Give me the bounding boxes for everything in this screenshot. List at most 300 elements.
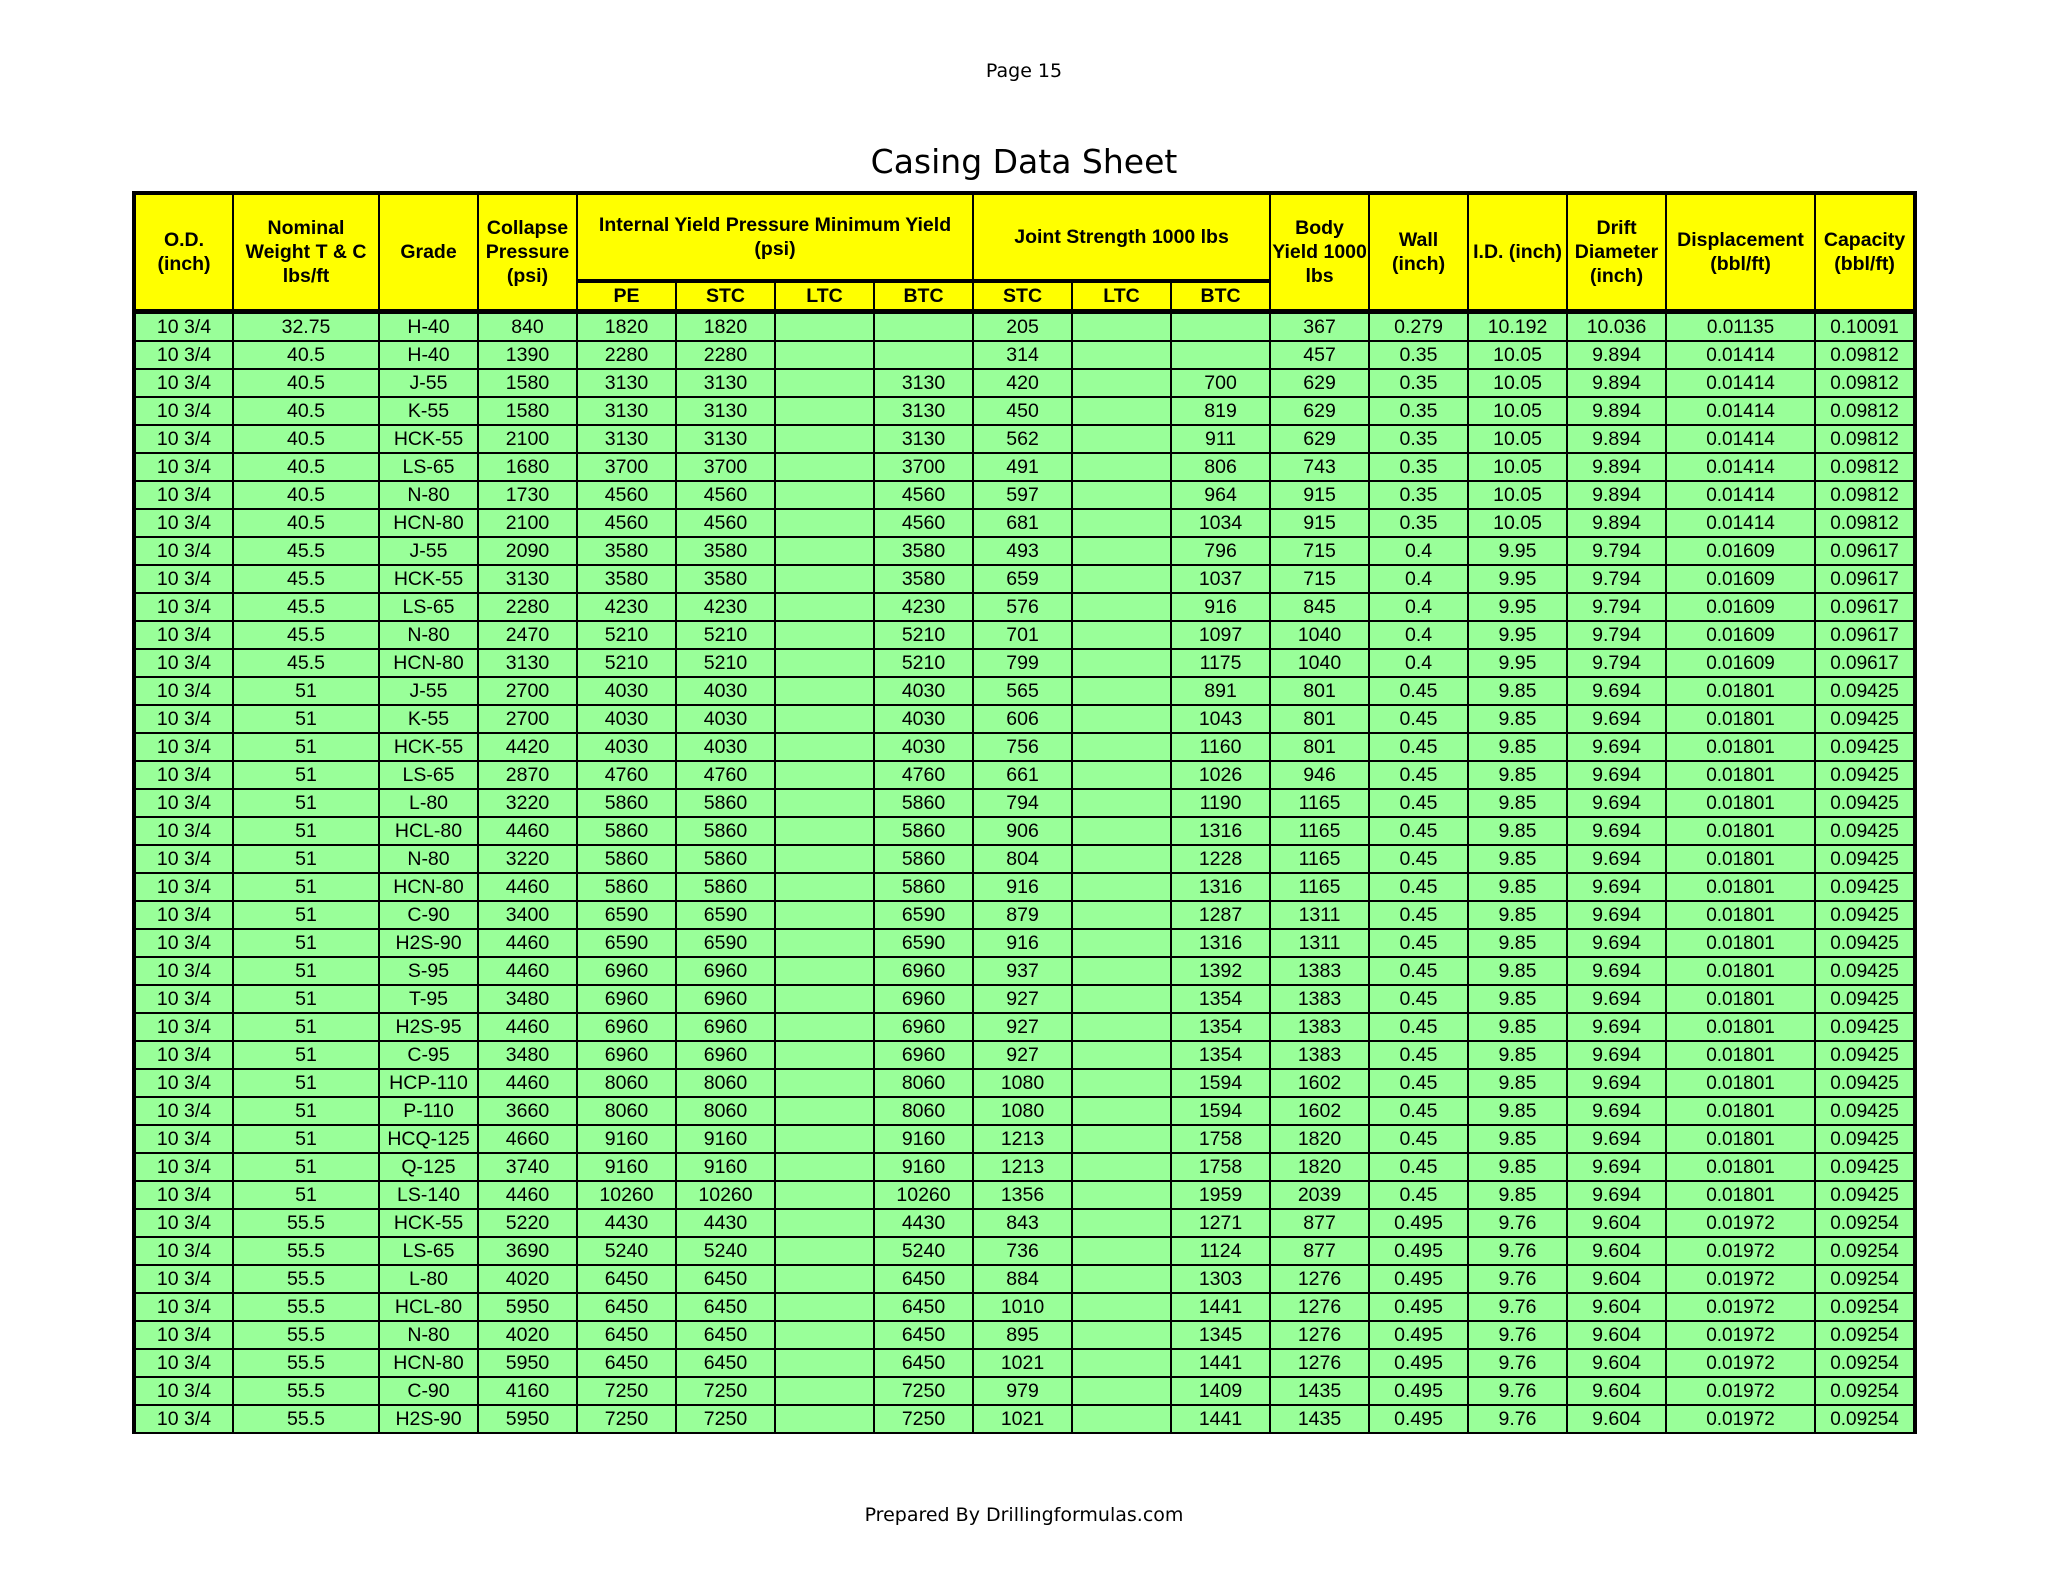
cell-displacement: 0.01972 (1666, 1265, 1815, 1293)
cell-collapse: 1580 (478, 369, 577, 397)
cell-iy-ltc (775, 1321, 874, 1349)
cell-nominal-weight: 45.5 (233, 649, 379, 677)
cell-js-btc: 1303 (1171, 1265, 1270, 1293)
cell-od: 10 3/4 (134, 1181, 233, 1209)
cell-js-stc: 493 (973, 537, 1072, 565)
cell-iy-stc: 5860 (676, 817, 775, 845)
table-row (134, 1237, 1915, 1265)
cell-iy-stc: 3580 (676, 537, 775, 565)
cell-body-yield: 1820 (1270, 1153, 1369, 1181)
cell-iy-pe: 3130 (577, 369, 676, 397)
table-row (134, 957, 1915, 985)
cell-displacement: 0.01801 (1666, 677, 1815, 705)
cell-id: 9.95 (1468, 593, 1567, 621)
cell-js-stc: 756 (973, 733, 1072, 761)
cell-drift: 9.894 (1567, 369, 1666, 397)
cell-iy-ltc (775, 1153, 874, 1181)
cell-js-stc: 661 (973, 761, 1072, 789)
cell-grade: J-55 (379, 537, 478, 565)
cell-displacement: 0.01414 (1666, 397, 1815, 425)
cell-js-btc: 1034 (1171, 509, 1270, 537)
cell-iy-ltc (775, 1125, 874, 1153)
cell-wall: 0.35 (1369, 369, 1468, 397)
cell-wall: 0.279 (1369, 312, 1468, 342)
cell-iy-btc: 4560 (874, 481, 973, 509)
cell-iy-btc: 9160 (874, 1153, 973, 1181)
cell-grade: LS-65 (379, 761, 478, 789)
cell-drift: 9.694 (1567, 817, 1666, 845)
cell-collapse: 4460 (478, 1013, 577, 1041)
cell-wall: 0.495 (1369, 1405, 1468, 1433)
cell-nominal-weight: 51 (233, 1097, 379, 1125)
cell-drift: 9.694 (1567, 733, 1666, 761)
cell-displacement: 0.01414 (1666, 341, 1815, 369)
cell-body-yield: 715 (1270, 565, 1369, 593)
cell-nominal-weight: 51 (233, 817, 379, 845)
cell-collapse: 4460 (478, 929, 577, 957)
cell-iy-stc: 4560 (676, 509, 775, 537)
cell-id: 9.76 (1468, 1209, 1567, 1237)
cell-displacement: 0.01801 (1666, 817, 1815, 845)
cell-capacity: 0.09425 (1815, 929, 1915, 957)
cell-displacement: 0.01414 (1666, 453, 1815, 481)
table-row (134, 1041, 1915, 1069)
cell-collapse: 3480 (478, 985, 577, 1013)
cell-wall: 0.495 (1369, 1321, 1468, 1349)
cell-js-ltc (1072, 1265, 1171, 1293)
cell-js-ltc (1072, 537, 1171, 565)
cell-iy-stc: 6450 (676, 1265, 775, 1293)
cell-collapse: 4160 (478, 1377, 577, 1405)
cell-js-ltc (1072, 1321, 1171, 1349)
cell-id: 9.76 (1468, 1265, 1567, 1293)
table-body (134, 312, 1915, 1434)
cell-iy-ltc (775, 1013, 874, 1041)
cell-displacement: 0.01801 (1666, 705, 1815, 733)
cell-iy-stc: 7250 (676, 1377, 775, 1405)
cell-wall: 0.45 (1369, 733, 1468, 761)
cell-drift: 9.694 (1567, 985, 1666, 1013)
cell-iy-ltc (775, 985, 874, 1013)
cell-iy-pe: 6960 (577, 985, 676, 1013)
cell-js-btc: 1409 (1171, 1377, 1270, 1405)
cell-drift: 9.694 (1567, 677, 1666, 705)
cell-body-yield: 946 (1270, 761, 1369, 789)
table-row (134, 453, 1915, 481)
cell-iy-btc: 9160 (874, 1125, 973, 1153)
cell-od: 10 3/4 (134, 425, 233, 453)
cell-js-ltc (1072, 957, 1171, 985)
page-title: Casing Data Sheet (870, 142, 1178, 181)
cell-body-yield: 715 (1270, 537, 1369, 565)
table-row (134, 425, 1915, 453)
table-row (134, 1153, 1915, 1181)
cell-nominal-weight: 40.5 (233, 397, 379, 425)
cell-nominal-weight: 55.5 (233, 1405, 379, 1433)
cell-displacement: 0.01609 (1666, 593, 1815, 621)
cell-iy-btc: 6450 (874, 1349, 973, 1377)
cell-wall: 0.4 (1369, 649, 1468, 677)
cell-wall: 0.495 (1369, 1377, 1468, 1405)
cell-js-btc: 1594 (1171, 1069, 1270, 1097)
cell-iy-stc: 6450 (676, 1349, 775, 1377)
cell-capacity: 0.09425 (1815, 957, 1915, 985)
cell-capacity: 0.09812 (1815, 509, 1915, 537)
cell-iy-ltc (775, 1041, 874, 1069)
cell-iy-stc: 3700 (676, 453, 775, 481)
cell-iy-btc: 6960 (874, 1041, 973, 1069)
cell-id: 9.85 (1468, 705, 1567, 733)
table-row (134, 1013, 1915, 1041)
cell-drift: 9.894 (1567, 341, 1666, 369)
cell-capacity: 0.09425 (1815, 901, 1915, 929)
cell-wall: 0.45 (1369, 1097, 1468, 1125)
cell-od: 10 3/4 (134, 845, 233, 873)
table-row (134, 1377, 1915, 1405)
cell-displacement: 0.01801 (1666, 1125, 1815, 1153)
cell-wall: 0.35 (1369, 453, 1468, 481)
cell-grade: H2S-90 (379, 1405, 478, 1433)
cell-js-stc: 659 (973, 565, 1072, 593)
cell-js-stc: 681 (973, 509, 1072, 537)
table-row (134, 537, 1915, 565)
cell-wall: 0.45 (1369, 929, 1468, 957)
cell-capacity: 0.09425 (1815, 1013, 1915, 1041)
cell-nominal-weight: 45.5 (233, 621, 379, 649)
cell-body-yield: 1165 (1270, 845, 1369, 873)
cell-iy-btc: 6590 (874, 929, 973, 957)
cell-iy-pe: 4030 (577, 677, 676, 705)
cell-od: 10 3/4 (134, 649, 233, 677)
cell-js-stc: 916 (973, 873, 1072, 901)
table-row (134, 565, 1915, 593)
cell-body-yield: 1383 (1270, 1013, 1369, 1041)
cell-js-btc (1171, 312, 1270, 342)
cell-js-btc: 1175 (1171, 649, 1270, 677)
cell-displacement: 0.01801 (1666, 733, 1815, 761)
cell-body-yield: 1311 (1270, 929, 1369, 957)
cell-grade: HCN-80 (379, 649, 478, 677)
cell-iy-ltc (775, 341, 874, 369)
cell-nominal-weight: 51 (233, 929, 379, 957)
cell-grade: J-55 (379, 677, 478, 705)
cell-od: 10 3/4 (134, 1321, 233, 1349)
cell-drift: 9.604 (1567, 1349, 1666, 1377)
cell-js-btc: 819 (1171, 397, 1270, 425)
cell-displacement: 0.01972 (1666, 1349, 1815, 1377)
cell-displacement: 0.01609 (1666, 621, 1815, 649)
cell-js-stc: 205 (973, 312, 1072, 342)
cell-wall: 0.4 (1369, 537, 1468, 565)
cell-collapse: 4020 (478, 1321, 577, 1349)
cell-js-btc: 1043 (1171, 705, 1270, 733)
header-js-ltc: LTC (1072, 281, 1171, 312)
cell-iy-btc: 6450 (874, 1265, 973, 1293)
cell-js-btc: 1758 (1171, 1153, 1270, 1181)
cell-js-stc: 1010 (973, 1293, 1072, 1321)
cell-iy-stc: 5210 (676, 649, 775, 677)
cell-grade: HCN-80 (379, 509, 478, 537)
cell-js-btc: 1287 (1171, 901, 1270, 929)
header-displacement: Displacement (bbl/ft) (1666, 193, 1815, 312)
cell-iy-ltc (775, 733, 874, 761)
cell-capacity: 0.09812 (1815, 369, 1915, 397)
cell-collapse: 2090 (478, 537, 577, 565)
cell-iy-btc: 7250 (874, 1377, 973, 1405)
cell-capacity: 0.09254 (1815, 1209, 1915, 1237)
cell-iy-btc (874, 312, 973, 342)
cell-js-btc: 911 (1171, 425, 1270, 453)
table-row (134, 901, 1915, 929)
cell-iy-btc: 8060 (874, 1097, 973, 1125)
cell-nominal-weight: 51 (233, 789, 379, 817)
cell-wall: 0.45 (1369, 1153, 1468, 1181)
cell-displacement: 0.01801 (1666, 1153, 1815, 1181)
cell-id: 9.85 (1468, 733, 1567, 761)
cell-drift: 10.036 (1567, 312, 1666, 342)
cell-body-yield: 367 (1270, 312, 1369, 342)
cell-js-ltc (1072, 425, 1171, 453)
cell-capacity: 0.09425 (1815, 733, 1915, 761)
cell-drift: 9.694 (1567, 957, 1666, 985)
cell-iy-btc: 3130 (874, 425, 973, 453)
header-js-btc: BTC (1171, 281, 1270, 312)
cell-grade: LS-65 (379, 593, 478, 621)
cell-displacement: 0.01801 (1666, 929, 1815, 957)
cell-body-yield: 629 (1270, 369, 1369, 397)
cell-js-stc: 1021 (973, 1349, 1072, 1377)
cell-od: 10 3/4 (134, 817, 233, 845)
cell-grade: HCN-80 (379, 1349, 478, 1377)
cell-od: 10 3/4 (134, 677, 233, 705)
cell-body-yield: 801 (1270, 705, 1369, 733)
cell-iy-ltc (775, 1069, 874, 1097)
cell-iy-ltc (775, 761, 874, 789)
cell-capacity: 0.09812 (1815, 341, 1915, 369)
table-row (134, 649, 1915, 677)
cell-js-ltc (1072, 1209, 1171, 1237)
cell-drift: 9.604 (1567, 1293, 1666, 1321)
cell-id: 9.85 (1468, 761, 1567, 789)
cell-wall: 0.45 (1369, 1125, 1468, 1153)
cell-js-stc: 450 (973, 397, 1072, 425)
cell-iy-pe: 5860 (577, 817, 676, 845)
cell-drift: 9.794 (1567, 537, 1666, 565)
cell-iy-pe: 6960 (577, 1013, 676, 1041)
cell-iy-btc: 8060 (874, 1069, 973, 1097)
cell-id: 9.95 (1468, 649, 1567, 677)
cell-grade: HCK-55 (379, 733, 478, 761)
cell-grade: H2S-90 (379, 929, 478, 957)
cell-od: 10 3/4 (134, 901, 233, 929)
cell-displacement: 0.01972 (1666, 1377, 1815, 1405)
cell-capacity: 0.09425 (1815, 1153, 1915, 1181)
cell-iy-ltc (775, 509, 874, 537)
cell-od: 10 3/4 (134, 1125, 233, 1153)
cell-iy-ltc (775, 481, 874, 509)
cell-nominal-weight: 55.5 (233, 1209, 379, 1237)
cell-wall: 0.45 (1369, 1041, 1468, 1069)
cell-od: 10 3/4 (134, 761, 233, 789)
cell-id: 9.76 (1468, 1349, 1567, 1377)
cell-nominal-weight: 45.5 (233, 537, 379, 565)
cell-js-ltc (1072, 369, 1171, 397)
cell-displacement: 0.01972 (1666, 1321, 1815, 1349)
cell-od: 10 3/4 (134, 705, 233, 733)
cell-js-ltc (1072, 1237, 1171, 1265)
table-row (134, 761, 1915, 789)
cell-js-ltc (1072, 1153, 1171, 1181)
cell-iy-pe: 1820 (577, 312, 676, 342)
header-od: O.D. (inch) (134, 193, 233, 312)
cell-js-btc: 1441 (1171, 1405, 1270, 1433)
cell-nominal-weight: 51 (233, 1041, 379, 1069)
cell-js-btc: 1758 (1171, 1125, 1270, 1153)
cell-iy-pe: 5860 (577, 789, 676, 817)
cell-js-ltc (1072, 1377, 1171, 1405)
cell-iy-pe: 6450 (577, 1321, 676, 1349)
cell-js-ltc (1072, 1181, 1171, 1209)
cell-iy-ltc (775, 705, 874, 733)
cell-iy-pe: 8060 (577, 1069, 676, 1097)
table-row (134, 985, 1915, 1013)
cell-grade: HCK-55 (379, 565, 478, 593)
cell-js-btc: 1160 (1171, 733, 1270, 761)
cell-id: 9.76 (1468, 1405, 1567, 1433)
cell-body-yield: 1276 (1270, 1349, 1369, 1377)
cell-capacity: 0.09617 (1815, 593, 1915, 621)
cell-grade: N-80 (379, 621, 478, 649)
cell-body-yield: 1276 (1270, 1293, 1369, 1321)
cell-nominal-weight: 51 (233, 1069, 379, 1097)
cell-js-stc: 491 (973, 453, 1072, 481)
cell-id: 9.85 (1468, 817, 1567, 845)
cell-capacity: 0.09254 (1815, 1265, 1915, 1293)
cell-js-btc: 1026 (1171, 761, 1270, 789)
cell-capacity: 0.09425 (1815, 677, 1915, 705)
cell-id: 9.85 (1468, 957, 1567, 985)
cell-js-btc: 1124 (1171, 1237, 1270, 1265)
cell-iy-ltc (775, 1293, 874, 1321)
cell-grade: Q-125 (379, 1153, 478, 1181)
cell-displacement: 0.01801 (1666, 789, 1815, 817)
cell-od: 10 3/4 (134, 1209, 233, 1237)
cell-od: 10 3/4 (134, 397, 233, 425)
cell-displacement: 0.01801 (1666, 1097, 1815, 1125)
cell-wall: 0.495 (1369, 1209, 1468, 1237)
cell-wall: 0.45 (1369, 901, 1468, 929)
cell-grade: P-110 (379, 1097, 478, 1125)
cell-iy-ltc (775, 453, 874, 481)
cell-capacity: 0.09254 (1815, 1405, 1915, 1433)
cell-iy-ltc (775, 397, 874, 425)
cell-iy-stc: 6450 (676, 1293, 775, 1321)
cell-displacement: 0.01414 (1666, 425, 1815, 453)
cell-capacity: 0.09617 (1815, 565, 1915, 593)
cell-iy-stc: 1820 (676, 312, 775, 342)
cell-grade: N-80 (379, 1321, 478, 1349)
cell-id: 9.85 (1468, 677, 1567, 705)
cell-js-ltc (1072, 509, 1171, 537)
cell-nominal-weight: 55.5 (233, 1237, 379, 1265)
cell-iy-pe: 4030 (577, 733, 676, 761)
cell-iy-stc: 6960 (676, 1041, 775, 1069)
cell-js-stc: 794 (973, 789, 1072, 817)
cell-id: 9.85 (1468, 789, 1567, 817)
cell-id: 10.05 (1468, 509, 1567, 537)
cell-id: 10.192 (1468, 312, 1567, 342)
cell-iy-ltc (775, 369, 874, 397)
cell-drift: 9.604 (1567, 1321, 1666, 1349)
cell-nominal-weight: 51 (233, 1181, 379, 1209)
cell-grade: HCL-80 (379, 817, 478, 845)
cell-js-btc: 1354 (1171, 1041, 1270, 1069)
cell-collapse: 840 (478, 312, 577, 342)
cell-body-yield: 1040 (1270, 649, 1369, 677)
cell-wall: 0.4 (1369, 565, 1468, 593)
cell-body-yield: 1311 (1270, 901, 1369, 929)
cell-drift: 9.694 (1567, 1069, 1666, 1097)
cell-drift: 9.604 (1567, 1405, 1666, 1433)
cell-iy-ltc (775, 621, 874, 649)
cell-drift: 9.694 (1567, 1125, 1666, 1153)
cell-collapse: 1680 (478, 453, 577, 481)
cell-drift: 9.894 (1567, 397, 1666, 425)
cell-iy-pe: 3580 (577, 537, 676, 565)
cell-capacity: 0.09425 (1815, 1181, 1915, 1209)
cell-nominal-weight: 32.75 (233, 312, 379, 342)
cell-iy-pe: 4560 (577, 509, 676, 537)
cell-iy-btc: 4030 (874, 705, 973, 733)
cell-od: 10 3/4 (134, 873, 233, 901)
cell-iy-ltc (775, 789, 874, 817)
cell-displacement: 0.01609 (1666, 537, 1815, 565)
table-row (134, 312, 1915, 342)
table-row (134, 677, 1915, 705)
cell-iy-pe: 8060 (577, 1097, 676, 1125)
cell-collapse: 1390 (478, 341, 577, 369)
table-row (134, 817, 1915, 845)
cell-drift: 9.794 (1567, 593, 1666, 621)
cell-id: 9.85 (1468, 1153, 1567, 1181)
cell-id: 9.85 (1468, 929, 1567, 957)
cell-js-btc: 700 (1171, 369, 1270, 397)
cell-iy-stc: 4230 (676, 593, 775, 621)
cell-js-stc: 799 (973, 649, 1072, 677)
cell-iy-pe: 3130 (577, 425, 676, 453)
cell-iy-ltc (775, 312, 874, 342)
cell-wall: 0.45 (1369, 873, 1468, 901)
cell-iy-btc: 5860 (874, 845, 973, 873)
cell-collapse: 5220 (478, 1209, 577, 1237)
cell-js-ltc (1072, 985, 1171, 1013)
header-js-stc: STC (973, 281, 1072, 312)
cell-capacity: 0.09812 (1815, 397, 1915, 425)
cell-displacement: 0.01801 (1666, 845, 1815, 873)
cell-drift: 9.794 (1567, 565, 1666, 593)
cell-iy-stc: 6960 (676, 985, 775, 1013)
cell-iy-ltc (775, 1265, 874, 1293)
cell-js-ltc (1072, 1069, 1171, 1097)
cell-body-yield: 1165 (1270, 817, 1369, 845)
cell-displacement: 0.01414 (1666, 481, 1815, 509)
cell-displacement: 0.01609 (1666, 565, 1815, 593)
table-row (134, 621, 1915, 649)
cell-iy-ltc (775, 845, 874, 873)
cell-drift: 9.694 (1567, 845, 1666, 873)
cell-iy-stc: 7250 (676, 1405, 775, 1433)
cell-id: 10.05 (1468, 341, 1567, 369)
